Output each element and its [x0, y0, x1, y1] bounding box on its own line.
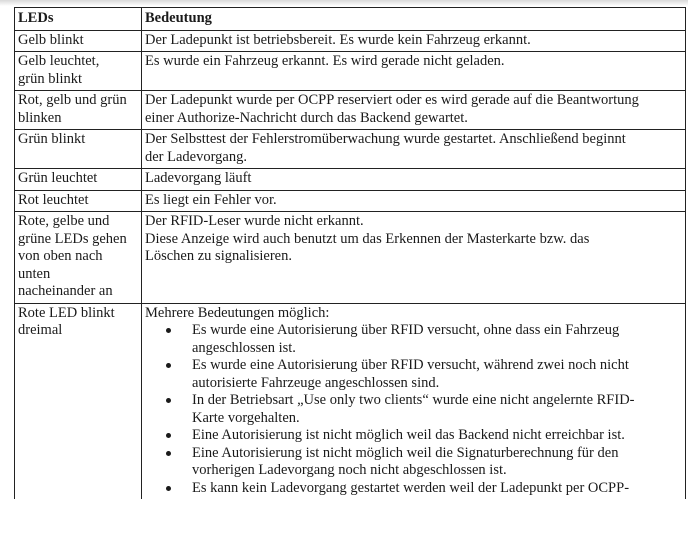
led-line: dreimal: [18, 322, 63, 338]
meaning-line: Mehrere Bedeutungen möglich:: [145, 304, 330, 321]
table-row: [15, 30, 686, 52]
meaning-cell: [142, 190, 686, 212]
list-item: [192, 392, 682, 427]
table-row: [15, 303, 686, 499]
bullet-icon: [166, 328, 171, 333]
meaning-cell: [142, 212, 686, 304]
table-row: [15, 190, 686, 212]
list-item: [192, 357, 682, 392]
led-line: nacheinander an: [18, 283, 113, 299]
led-line: grüne LEDs gehen: [18, 230, 127, 247]
led-cell: [15, 212, 142, 304]
bullet-line: vorherigen Ladevorgang noch nicht abgeschlossen ist.: [192, 462, 507, 478]
meaning-line: Es wurde ein Fahrzeug erkannt. Es wird gerade nicht geladen.: [145, 53, 505, 69]
bullet-line: In der Betriebsart „Use only two clients“ wurde eine nicht angelernte RFID-: [192, 392, 635, 408]
bullet-line: Eine Autorisierung ist nicht möglich weil die Signaturberechnung für den: [192, 444, 619, 461]
meaning-cell: [142, 52, 686, 91]
page-top-shadow: [0, 0, 688, 6]
table-row: [15, 52, 686, 91]
meaning-cell: [142, 130, 686, 169]
header-meaning: Bedeutung: [142, 8, 686, 31]
bullet-icon: [166, 451, 171, 456]
led-line: Gelb leuchtet,: [18, 53, 100, 69]
table-row: [15, 212, 686, 304]
led-line: Rote LED blinkt: [18, 304, 115, 321]
bullet-icon: [166, 363, 171, 368]
led-cell: [15, 91, 142, 130]
meaning-bullet-list: [145, 322, 682, 497]
led-line: Rot, gelb und grün: [18, 92, 127, 108]
meaning-line: Der Ladepunkt ist betriebsbereit. Es wurde kein Fahrzeug erkannt.: [145, 31, 531, 48]
led-cell: [15, 303, 142, 499]
bullet-icon: [166, 486, 171, 491]
table-row: [15, 130, 686, 169]
list-item: [192, 445, 682, 480]
meaning-line: Es liegt ein Fehler vor.: [145, 191, 277, 208]
led-cell: [15, 169, 142, 191]
table-row: [15, 91, 686, 130]
header-leds: LEDs: [15, 8, 142, 31]
list-item: [192, 427, 682, 445]
meaning-line: Der Selbsttest der Fehlerstromüberwachung wurde gestartet. Anschließend beginnt: [145, 131, 626, 147]
list-item: [192, 480, 682, 498]
bullet-line: Eine Autorisierung ist nicht möglich weil das Backend nicht erreichbar ist.: [192, 427, 625, 443]
meaning-line: Diese Anzeige wird auch benutzt um das Erkennen der Masterkarte bzw. das: [145, 230, 590, 247]
table-header-row: [15, 8, 686, 31]
meaning-cell: [142, 30, 686, 52]
led-line: unten: [18, 265, 51, 282]
led-cell: [15, 52, 142, 91]
meaning-line: Der Ladepunkt wurde per OCPP reserviert oder es wird gerade auf die Beantwortung: [145, 92, 639, 108]
meaning-cell: [142, 169, 686, 191]
bullet-line: Es wurde eine Autorisierung über RFID versucht, während zwei noch nicht: [192, 357, 629, 373]
meaning-line: Löschen zu signalisieren.: [145, 248, 292, 264]
led-cell: [15, 130, 142, 169]
bullet-line: Es kann kein Ladevorgang gestartet werden weil der Ladepunkt per OCPP-: [192, 479, 630, 496]
led-line: von oben nach: [18, 248, 103, 264]
meaning-line: Der RFID-Leser wurde nicht erkannt.: [145, 213, 364, 229]
bullet-icon: [166, 433, 171, 438]
bullet-line: angeschlossen ist.: [192, 339, 296, 356]
bullet-icon: [166, 398, 171, 403]
led-cell: [15, 30, 142, 52]
led-line: blinken: [18, 109, 62, 126]
led-cell: [15, 190, 142, 212]
led-line: grün blinkt: [18, 70, 83, 87]
led-line: Grün blinkt: [18, 131, 86, 147]
led-line: Rot leuchtet: [18, 191, 89, 208]
list-item: [192, 322, 682, 357]
bullet-line: autorisierte Fahrzeuge angeschlossen sind.: [192, 374, 440, 391]
bullet-line: Karte vorgehalten.: [192, 409, 300, 426]
led-meaning-table: [14, 7, 686, 499]
meaning-cell: [142, 303, 686, 499]
meaning-line: der Ladevorgang.: [145, 148, 247, 165]
table-row: [15, 169, 686, 191]
meaning-line: Ladevorgang läuft: [145, 170, 252, 186]
led-line: Grün leuchtet: [18, 170, 98, 186]
meaning-cell: [142, 91, 686, 130]
bullet-line: Es wurde eine Autorisierung über RFID versucht, ohne dass ein Fahrzeug: [192, 322, 620, 338]
meaning-line: einer Authorize-Nachricht durch das Backend gewartet.: [145, 109, 468, 126]
led-line: Rote, gelbe und: [18, 213, 110, 229]
led-line: Gelb blinkt: [18, 31, 84, 48]
